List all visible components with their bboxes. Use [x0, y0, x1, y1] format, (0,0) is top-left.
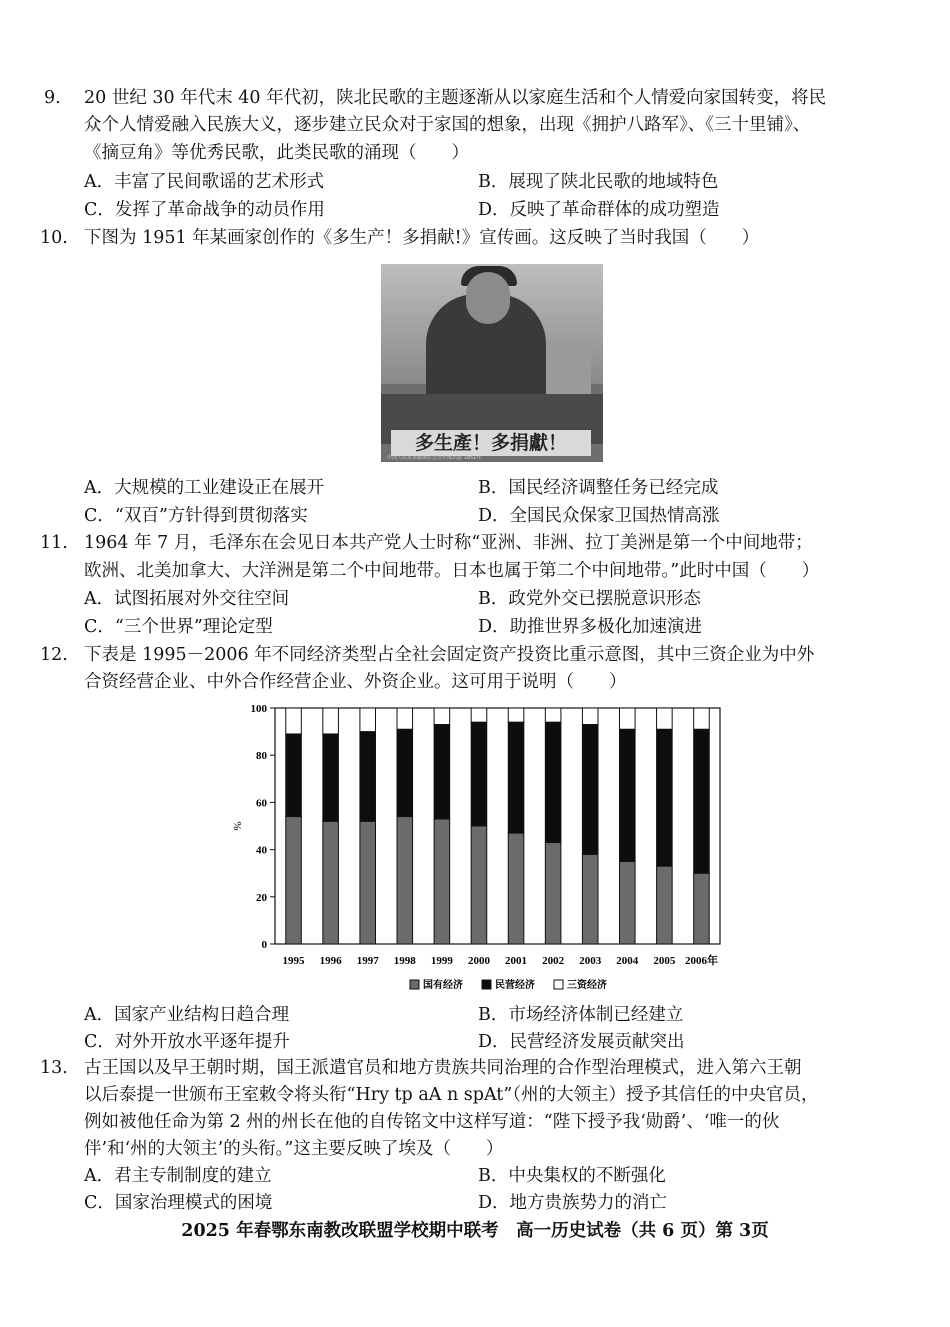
legend-swatch: [410, 980, 419, 989]
bar-2000-segment: [471, 708, 487, 722]
x-tick-label: 2006年: [684, 955, 718, 967]
q9-option-b[interactable]: B．展现了陕北民歌的地域特色: [478, 172, 719, 192]
q12-option-d[interactable]: D．民营经济发展贡献突出: [478, 1032, 685, 1052]
bar-1998-segment: [397, 817, 413, 944]
q13-stem-line-1: 古王国以及早王朝时期，国王派遣官员和地方贵族共同治理的合作型治理模式，进入第六王朝: [84, 1058, 802, 1078]
bar-1996-segment: [323, 821, 339, 944]
q10-option-b[interactable]: B．国民经济调整任务已经完成: [478, 478, 719, 498]
q13-number: 13.: [40, 1058, 68, 1078]
investment-share-chart: [220, 696, 740, 1006]
x-tick-label: 1999: [430, 955, 453, 967]
bar-2000-segment: [471, 722, 487, 826]
q10-option-c[interactable]: C．“双百”方针得到贯彻落实: [84, 506, 308, 526]
propaganda-poster-image: [381, 264, 603, 462]
bar-1999-segment: [434, 708, 450, 725]
q12-option-b[interactable]: B．市场经济体制已经建立: [478, 1005, 684, 1025]
bar-1995-segment: [286, 817, 302, 944]
q13-stem-line-3: 例如被他任命为第 2 州的州长在他的自传铭文中这样写道：“陛下授予我‘勋爵’、‘唯一的伙: [84, 1112, 780, 1132]
bar-2005-segment: [657, 866, 673, 944]
y-tick-label: 100: [250, 703, 267, 715]
bar-2001-segment: [508, 833, 524, 944]
bar-2006-segment: [694, 729, 710, 873]
x-tick-label: 2005: [653, 955, 676, 967]
q12-option-a[interactable]: A．国家产业结构日趋合理: [84, 1005, 290, 1025]
bar-1997-segment: [360, 821, 376, 944]
y-tick-label: 60: [256, 797, 267, 810]
q9-stem-line-2: 众个人情爱融入民族大义，逐步建立民众对于家国的想象，出现《拥护八路军》、《三十里铺》、: [84, 115, 811, 135]
chart-plot-frame: [275, 708, 720, 944]
legend-swatch: [482, 980, 491, 989]
q13-option-c[interactable]: C．国家治理模式的困境: [84, 1193, 273, 1213]
bar-2006-segment: [694, 708, 710, 729]
q11-stem-line-2: 欧洲、北美加拿大、大洋洲是第二个中间地带。日本也属于第二个中间地带。”此时中国（ ）: [84, 561, 820, 581]
q12-option-c[interactable]: C．对外开放水平逐年提升: [84, 1032, 290, 1052]
bar-2003-segment: [582, 725, 598, 855]
q13-option-a[interactable]: A．君主专制制度的建立: [84, 1166, 272, 1186]
q9-stem-line-1: 20 世纪 30 年代末 40 年代初，陕北民歌的主题逐渐从以家庭生活和个人情爱向家国转变，将民: [84, 88, 827, 108]
q11-option-b[interactable]: B．政党外交已摆脱意识形态: [478, 589, 701, 609]
q13-stem-line-2: 以后泰提一世颁布王室敕令将头衔“Hry tp aA n spAt”（州的大领主）授予其信任的中央官员，: [84, 1085, 819, 1105]
y-tick-label: 0: [261, 939, 267, 951]
x-tick-label: 2000: [467, 955, 490, 967]
bar-2005-segment: [657, 708, 673, 729]
poster-credit: 中国人民抗美援朝总会宣传部出版 1951年: [387, 455, 482, 461]
bar-2006-segment: [694, 873, 710, 944]
bar-2004-segment: [620, 708, 636, 729]
chart-bars: [286, 708, 709, 944]
q12-stem-line-1: 下表是 1995－2006 年不同经济类型占全社会固定资产投资比重示意图，其中三资企业为中外: [84, 645, 815, 665]
y-tick-label: 80: [256, 750, 267, 763]
q13-option-b[interactable]: B．中央集权的不断强化: [478, 1166, 666, 1186]
x-tick-label: 1995: [282, 955, 305, 967]
q10-stem-line-1: 下图为 1951 年某画家创作的《多生产！多捐献!》宣传画。这反映了当时我国（ ）: [84, 228, 760, 248]
chart-x-labels: [283, 953, 718, 967]
legend-swatch: [554, 980, 563, 989]
q11-option-c[interactable]: C．“三个世界”理论定型: [84, 617, 273, 637]
bar-1995-segment: [286, 708, 302, 734]
q10-number: 10.: [40, 228, 68, 248]
bar-2003-segment: [582, 708, 598, 725]
poster-slogan: 多生產！多捐獻！: [391, 430, 591, 456]
q9-option-c[interactable]: C．发挥了革命战争的动员作用: [84, 200, 325, 220]
x-tick-label: 1998: [393, 955, 416, 967]
legend-label: 国有经济: [423, 980, 463, 991]
bar-2005-segment: [657, 729, 673, 866]
q12-number: 12.: [40, 645, 68, 665]
bar-2001-segment: [508, 722, 524, 833]
q13-option-d[interactable]: D．地方贵族势力的消亡: [478, 1193, 668, 1213]
q11-stem-line-1: 1964 年 7 月，毛泽东在会见日本共产党人士时称“亚洲、非洲、拉丁美洲是第一个中间地带；: [84, 533, 813, 553]
x-tick-label: 2003: [579, 955, 602, 967]
q9-option-d[interactable]: D．反映了革命群体的成功塑造: [478, 200, 720, 220]
q10-option-a[interactable]: A．大规模的工业建设正在展开: [84, 478, 325, 498]
bar-1999-segment: [434, 819, 450, 944]
bar-2002-segment: [545, 843, 561, 944]
bar-1998-segment: [397, 708, 413, 729]
q9-number: 9.: [44, 88, 61, 108]
q11-option-a[interactable]: A．试图拓展对外交往空间: [84, 589, 290, 609]
y-tick-label: 40: [256, 844, 267, 857]
q11-number: 11.: [40, 533, 68, 553]
q9-option-a[interactable]: A．丰富了民间歌谣的艺术形式: [84, 172, 325, 192]
q10-option-d[interactable]: D．全国民众保家卫国热情高涨: [478, 506, 720, 526]
q11-option-d[interactable]: D．助推世界多极化加速演进: [478, 617, 703, 637]
bar-2000-segment: [471, 826, 487, 944]
y-axis-label: %: [231, 821, 243, 831]
bar-1997-segment: [360, 732, 376, 822]
x-tick-label: 2004: [616, 955, 639, 967]
x-tick-label: 2002: [542, 955, 565, 967]
q13-stem-line-4: 伴’和‘州的大领主’的头衔。”这主要反映了埃及（ ）: [84, 1139, 504, 1159]
legend-label: 三资经济: [567, 980, 607, 991]
bar-1998-segment: [397, 729, 413, 816]
y-tick-label: 20: [256, 891, 267, 904]
chart-legend: [410, 978, 607, 991]
bar-1996-segment: [323, 734, 339, 821]
x-tick-label: 1997: [356, 955, 379, 967]
x-tick-label: 1996: [319, 955, 342, 967]
legend-label: 民营经济: [495, 980, 535, 991]
poster-worker-head: [466, 272, 510, 324]
bar-1999-segment: [434, 725, 450, 819]
bar-1996-segment: [323, 708, 339, 734]
bar-2002-segment: [545, 708, 561, 722]
bar-1997-segment: [360, 708, 376, 732]
page-footer: 2025 年春鄂东南教改联盟学校期中联考 高一历史试卷（共 6 页）第 3页: [181, 1221, 769, 1241]
bar-2004-segment: [620, 861, 636, 944]
x-tick-label: 2001: [505, 955, 528, 967]
bar-1995-segment: [286, 734, 302, 817]
bar-2003-segment: [582, 854, 598, 944]
bar-2001-segment: [508, 708, 524, 722]
q9-stem-line-3: 《摘豆角》等优秀民歌，此类民歌的涌现（ ）: [84, 143, 469, 163]
bar-2002-segment: [545, 722, 561, 842]
bar-2004-segment: [620, 729, 636, 861]
q12-stem-line-2: 合资经营企业、中外合作经营企业、外资企业。这可用于说明（ ）: [84, 672, 627, 692]
